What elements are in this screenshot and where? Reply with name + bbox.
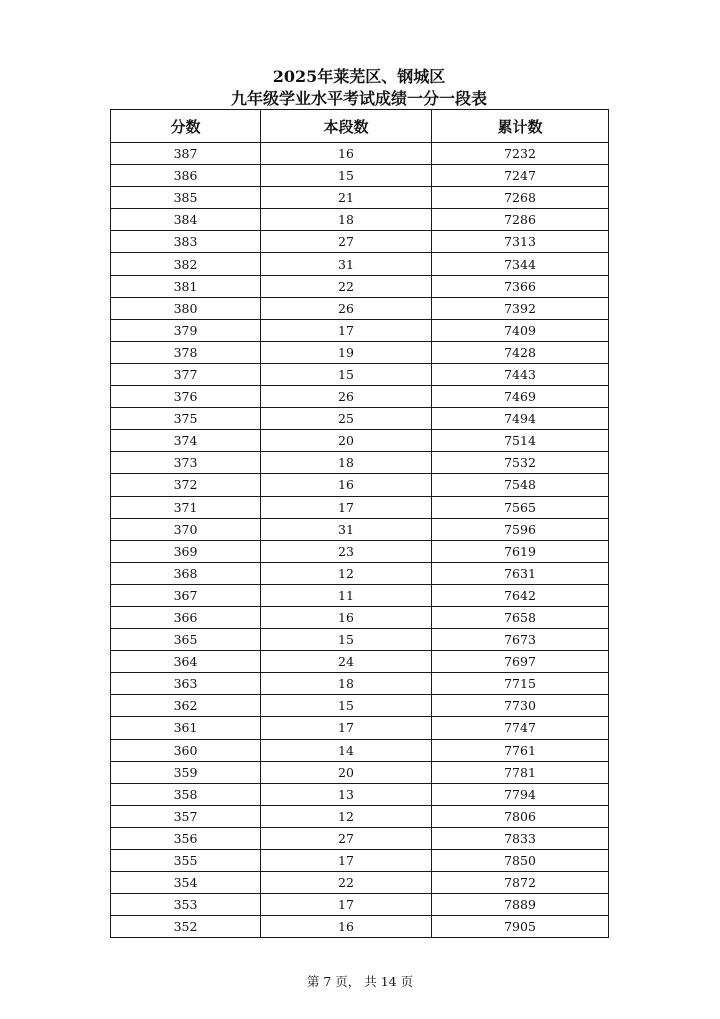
segment-count-cell: 15 [261, 363, 432, 385]
score-cell: 376 [111, 386, 261, 408]
cumulative-count-cell: 7872 [432, 872, 609, 894]
score-distribution-table [110, 109, 609, 938]
score-cell: 377 [111, 363, 261, 385]
table-body [111, 143, 609, 938]
table-row [111, 363, 609, 385]
cumulative-count-cell: 7494 [432, 408, 609, 430]
segment-count-cell: 16 [261, 606, 432, 628]
table-row [111, 253, 609, 275]
score-cell: 386 [111, 165, 261, 187]
table-row [111, 430, 609, 452]
score-cell: 355 [111, 850, 261, 872]
cumulative-count-cell: 7806 [432, 805, 609, 827]
segment-count-cell: 12 [261, 805, 432, 827]
cumulative-count-cell: 7596 [432, 518, 609, 540]
segment-count-cell: 18 [261, 673, 432, 695]
score-cell: 361 [111, 717, 261, 739]
table-row [111, 408, 609, 430]
segment-count-cell: 27 [261, 827, 432, 849]
segment-count-cell: 17 [261, 894, 432, 916]
table-row [111, 341, 609, 363]
table-row [111, 717, 609, 739]
score-cell: 370 [111, 518, 261, 540]
segment-count-cell: 26 [261, 386, 432, 408]
score-cell: 375 [111, 408, 261, 430]
segment-count-cell: 31 [261, 518, 432, 540]
segment-count-cell: 21 [261, 187, 432, 209]
cumulative-count-cell: 7761 [432, 739, 609, 761]
segment-count-cell: 25 [261, 408, 432, 430]
score-cell: 381 [111, 275, 261, 297]
score-cell: 380 [111, 297, 261, 319]
cumulative-count-cell: 7286 [432, 209, 609, 231]
table-row [111, 695, 609, 717]
score-cell: 365 [111, 629, 261, 651]
cumulative-count-cell: 7392 [432, 297, 609, 319]
table-row [111, 231, 609, 253]
cumulative-count-cell: 7514 [432, 430, 609, 452]
cumulative-count-cell: 7247 [432, 165, 609, 187]
segment-count-cell: 16 [261, 474, 432, 496]
score-cell: 360 [111, 739, 261, 761]
cumulative-count-cell: 7697 [432, 651, 609, 673]
segment-count-cell: 20 [261, 430, 432, 452]
score-cell: 367 [111, 584, 261, 606]
score-cell: 379 [111, 319, 261, 341]
cumulative-count-cell: 7658 [432, 606, 609, 628]
table-row [111, 386, 609, 408]
cumulative-count-cell: 7313 [432, 231, 609, 253]
score-cell: 352 [111, 916, 261, 938]
cumulative-count-cell: 7850 [432, 850, 609, 872]
table-row [111, 673, 609, 695]
table-row [111, 275, 609, 297]
score-cell: 359 [111, 761, 261, 783]
table-header-row [111, 110, 609, 143]
table-row [111, 297, 609, 319]
table-row [111, 827, 609, 849]
cumulative-count-cell: 7833 [432, 827, 609, 849]
table-row [111, 783, 609, 805]
cumulative-count-cell: 7889 [432, 894, 609, 916]
segment-count-cell: 22 [261, 872, 432, 894]
score-cell: 356 [111, 827, 261, 849]
score-cell: 385 [111, 187, 261, 209]
score-cell: 366 [111, 606, 261, 628]
segment-count-cell: 17 [261, 319, 432, 341]
table-row [111, 562, 609, 584]
table-row [111, 474, 609, 496]
score-cell: 378 [111, 341, 261, 363]
table-row [111, 606, 609, 628]
column-header-score: 分数 [111, 110, 261, 143]
cumulative-count-cell: 7565 [432, 496, 609, 518]
table-row [111, 319, 609, 341]
segment-count-cell: 16 [261, 916, 432, 938]
score-cell: 387 [111, 143, 261, 165]
table-row [111, 209, 609, 231]
cumulative-count-cell: 7344 [432, 253, 609, 275]
score-cell: 358 [111, 783, 261, 805]
score-cell: 353 [111, 894, 261, 916]
score-cell: 382 [111, 253, 261, 275]
segment-count-cell: 17 [261, 850, 432, 872]
segment-count-cell: 18 [261, 452, 432, 474]
cumulative-count-cell: 7268 [432, 187, 609, 209]
table-row [111, 916, 609, 938]
cumulative-count-cell: 7781 [432, 761, 609, 783]
segment-count-cell: 27 [261, 231, 432, 253]
segment-count-cell: 26 [261, 297, 432, 319]
cumulative-count-cell: 7642 [432, 584, 609, 606]
segment-count-cell: 20 [261, 761, 432, 783]
cumulative-count-cell: 7730 [432, 695, 609, 717]
table-row [111, 165, 609, 187]
cumulative-count-cell: 7715 [432, 673, 609, 695]
table-row [111, 187, 609, 209]
table-row [111, 629, 609, 651]
page-footer: 第 7 页， 共 14 页 [306, 974, 414, 989]
cumulative-count-cell: 7747 [432, 717, 609, 739]
segment-count-cell: 11 [261, 584, 432, 606]
document-title-line-1: 2025年莱芜区、钢城区 [272, 67, 446, 86]
score-cell: 384 [111, 209, 261, 231]
segment-count-cell: 23 [261, 540, 432, 562]
score-cell: 373 [111, 452, 261, 474]
column-header-segment-count: 本段数 [261, 110, 432, 143]
segment-count-cell: 16 [261, 143, 432, 165]
cumulative-count-cell: 7794 [432, 783, 609, 805]
segment-count-cell: 12 [261, 562, 432, 584]
cumulative-count-cell: 7548 [432, 474, 609, 496]
cumulative-count-cell: 7428 [432, 341, 609, 363]
cumulative-count-cell: 7232 [432, 143, 609, 165]
score-cell: 369 [111, 540, 261, 562]
table-row [111, 540, 609, 562]
segment-count-cell: 22 [261, 275, 432, 297]
table-row [111, 872, 609, 894]
segment-count-cell: 24 [261, 651, 432, 673]
score-cell: 357 [111, 805, 261, 827]
score-cell: 383 [111, 231, 261, 253]
score-cell: 354 [111, 872, 261, 894]
table-row [111, 739, 609, 761]
cumulative-count-cell: 7673 [432, 629, 609, 651]
cumulative-count-cell: 7443 [432, 363, 609, 385]
segment-count-cell: 14 [261, 739, 432, 761]
score-cell: 368 [111, 562, 261, 584]
table-row [111, 805, 609, 827]
table-row [111, 143, 609, 165]
table-row [111, 894, 609, 916]
cumulative-count-cell: 7409 [432, 319, 609, 341]
score-cell: 363 [111, 673, 261, 695]
segment-count-cell: 15 [261, 165, 432, 187]
table-row [111, 584, 609, 606]
table-row [111, 496, 609, 518]
table-row [111, 761, 609, 783]
table-row [111, 452, 609, 474]
segment-count-cell: 19 [261, 341, 432, 363]
segment-count-cell: 17 [261, 717, 432, 739]
segment-count-cell: 17 [261, 496, 432, 518]
table-row [111, 850, 609, 872]
cumulative-count-cell: 7532 [432, 452, 609, 474]
cumulative-count-cell: 7366 [432, 275, 609, 297]
score-cell: 362 [111, 695, 261, 717]
segment-count-cell: 31 [261, 253, 432, 275]
cumulative-count-cell: 7469 [432, 386, 609, 408]
segment-count-cell: 13 [261, 783, 432, 805]
column-header-cumulative-count: 累计数 [432, 110, 609, 143]
cumulative-count-cell: 7619 [432, 540, 609, 562]
segment-count-cell: 18 [261, 209, 432, 231]
segment-count-cell: 15 [261, 629, 432, 651]
score-cell: 364 [111, 651, 261, 673]
score-cell: 374 [111, 430, 261, 452]
segment-count-cell: 15 [261, 695, 432, 717]
score-cell: 372 [111, 474, 261, 496]
cumulative-count-cell: 7631 [432, 562, 609, 584]
document-title-line-2: 九年级学业水平考试成绩一分一段表 [230, 89, 487, 108]
cumulative-count-cell: 7905 [432, 916, 609, 938]
table-row [111, 651, 609, 673]
score-cell: 371 [111, 496, 261, 518]
table-row [111, 518, 609, 540]
